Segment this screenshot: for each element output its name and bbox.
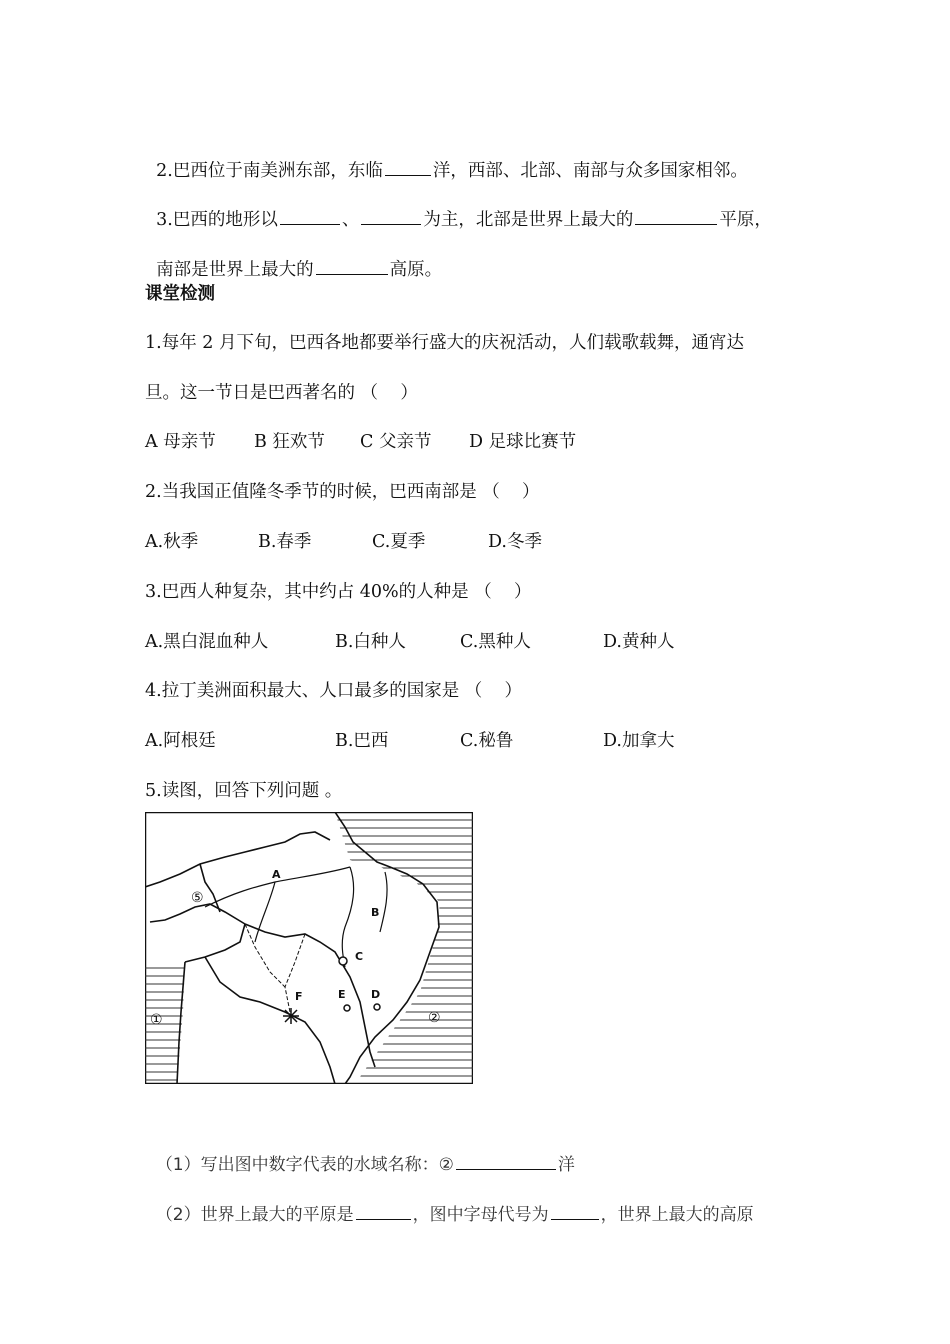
option-a[interactable]: A.黑白混血种人 — [145, 632, 269, 652]
text: 为主，北部是世界上最大的 — [423, 210, 634, 230]
option-a[interactable]: A.秋季 — [145, 532, 199, 552]
map-label-2: ② — [428, 1010, 441, 1026]
map-label-f: F — [295, 990, 303, 1003]
answer-blank[interactable] — [551, 1201, 599, 1220]
option-b[interactable]: B.春季 — [258, 532, 312, 552]
sub-question-2 — [145, 1177, 754, 1227]
prior-q2 — [145, 133, 748, 183]
prior-q3 — [145, 182, 772, 232]
answer-blank[interactable] — [385, 157, 431, 176]
option-d[interactable]: D 足球比赛节 — [469, 432, 577, 452]
option-d[interactable]: D.加拿大 — [603, 731, 675, 751]
map-label-b: B — [371, 906, 380, 919]
text: 、 — [341, 210, 360, 230]
map-label-c: C — [355, 950, 364, 963]
text: 3.巴西的地形以 — [156, 210, 278, 230]
text: 2.巴西位于南美洲东部，东临 — [156, 161, 383, 181]
option-b[interactable]: B.巴西 — [335, 731, 389, 751]
map-label-d: D — [371, 988, 381, 1001]
text: （2）世界上最大的平原是 — [155, 1205, 354, 1225]
answer-blank[interactable] — [635, 206, 717, 225]
option-d[interactable]: D.冬季 — [488, 532, 542, 552]
text: 洋 — [557, 1155, 575, 1175]
option-b[interactable]: B.白种人 — [335, 632, 406, 652]
question-1-line2: 旦。这一节日是巴西著名的 （ ） — [145, 383, 418, 403]
section-title: 课堂检测 — [145, 284, 215, 304]
marker-c — [339, 957, 347, 965]
answer-blank[interactable] — [356, 1201, 411, 1220]
text: 高原。 — [389, 260, 443, 280]
question-3: 3.巴西人种复杂，其中约占 40%的人种是 （ ） — [145, 582, 532, 602]
text: 洋，西部、北部、南部与众多国家相邻。 — [432, 161, 748, 181]
question-1-line1: 1.每年 2 月下旬，巴西各地都要举行盛大的庆祝活动，人们载歌载舞，通宵达 — [145, 333, 744, 353]
option-a[interactable]: A.阿根廷 — [145, 731, 216, 751]
text: ，图中字母代号为 — [412, 1205, 549, 1225]
text: 南部是世界上最大的 — [156, 260, 314, 280]
option-c[interactable]: C 父亲节 — [360, 432, 432, 452]
marker-f-star — [283, 1008, 299, 1024]
marker-d — [374, 1004, 380, 1010]
question-2: 2.当我国正值隆冬季节的时候，巴西南部是 （ ） — [145, 482, 540, 502]
prior-q3-cont — [145, 232, 442, 282]
sub-question-1 — [145, 1127, 575, 1177]
answer-blank[interactable] — [456, 1151, 556, 1170]
answer-blank[interactable] — [316, 256, 388, 275]
text: ，世界上最大的高原 — [600, 1205, 754, 1225]
marker-e — [344, 1005, 350, 1011]
question-5: 5.读图，回答下列问题 。 — [145, 781, 343, 801]
question-4: 4.拉丁美洲面积最大、人口最多的国家是 （ ） — [145, 681, 523, 701]
text: （1）写出图中数字代表的水域名称：② — [155, 1155, 454, 1175]
map-label-a: A — [272, 868, 281, 881]
option-c[interactable]: C.夏季 — [372, 532, 426, 552]
option-d[interactable]: D.黄种人 — [603, 632, 675, 652]
map-label-e: E — [338, 988, 346, 1001]
option-c[interactable]: C.黑种人 — [460, 632, 531, 652]
text: 平原， — [719, 210, 772, 230]
option-b[interactable]: B 狂欢节 — [254, 432, 325, 452]
option-a[interactable]: A 母亲节 — [145, 432, 216, 452]
answer-blank[interactable] — [361, 206, 421, 225]
map-label-1: ① — [150, 1012, 163, 1028]
option-c[interactable]: C.秘鲁 — [460, 731, 514, 751]
answer-blank[interactable] — [280, 206, 340, 225]
brazil-map — [145, 812, 473, 1084]
map-label-5: ⑤ — [191, 890, 204, 906]
